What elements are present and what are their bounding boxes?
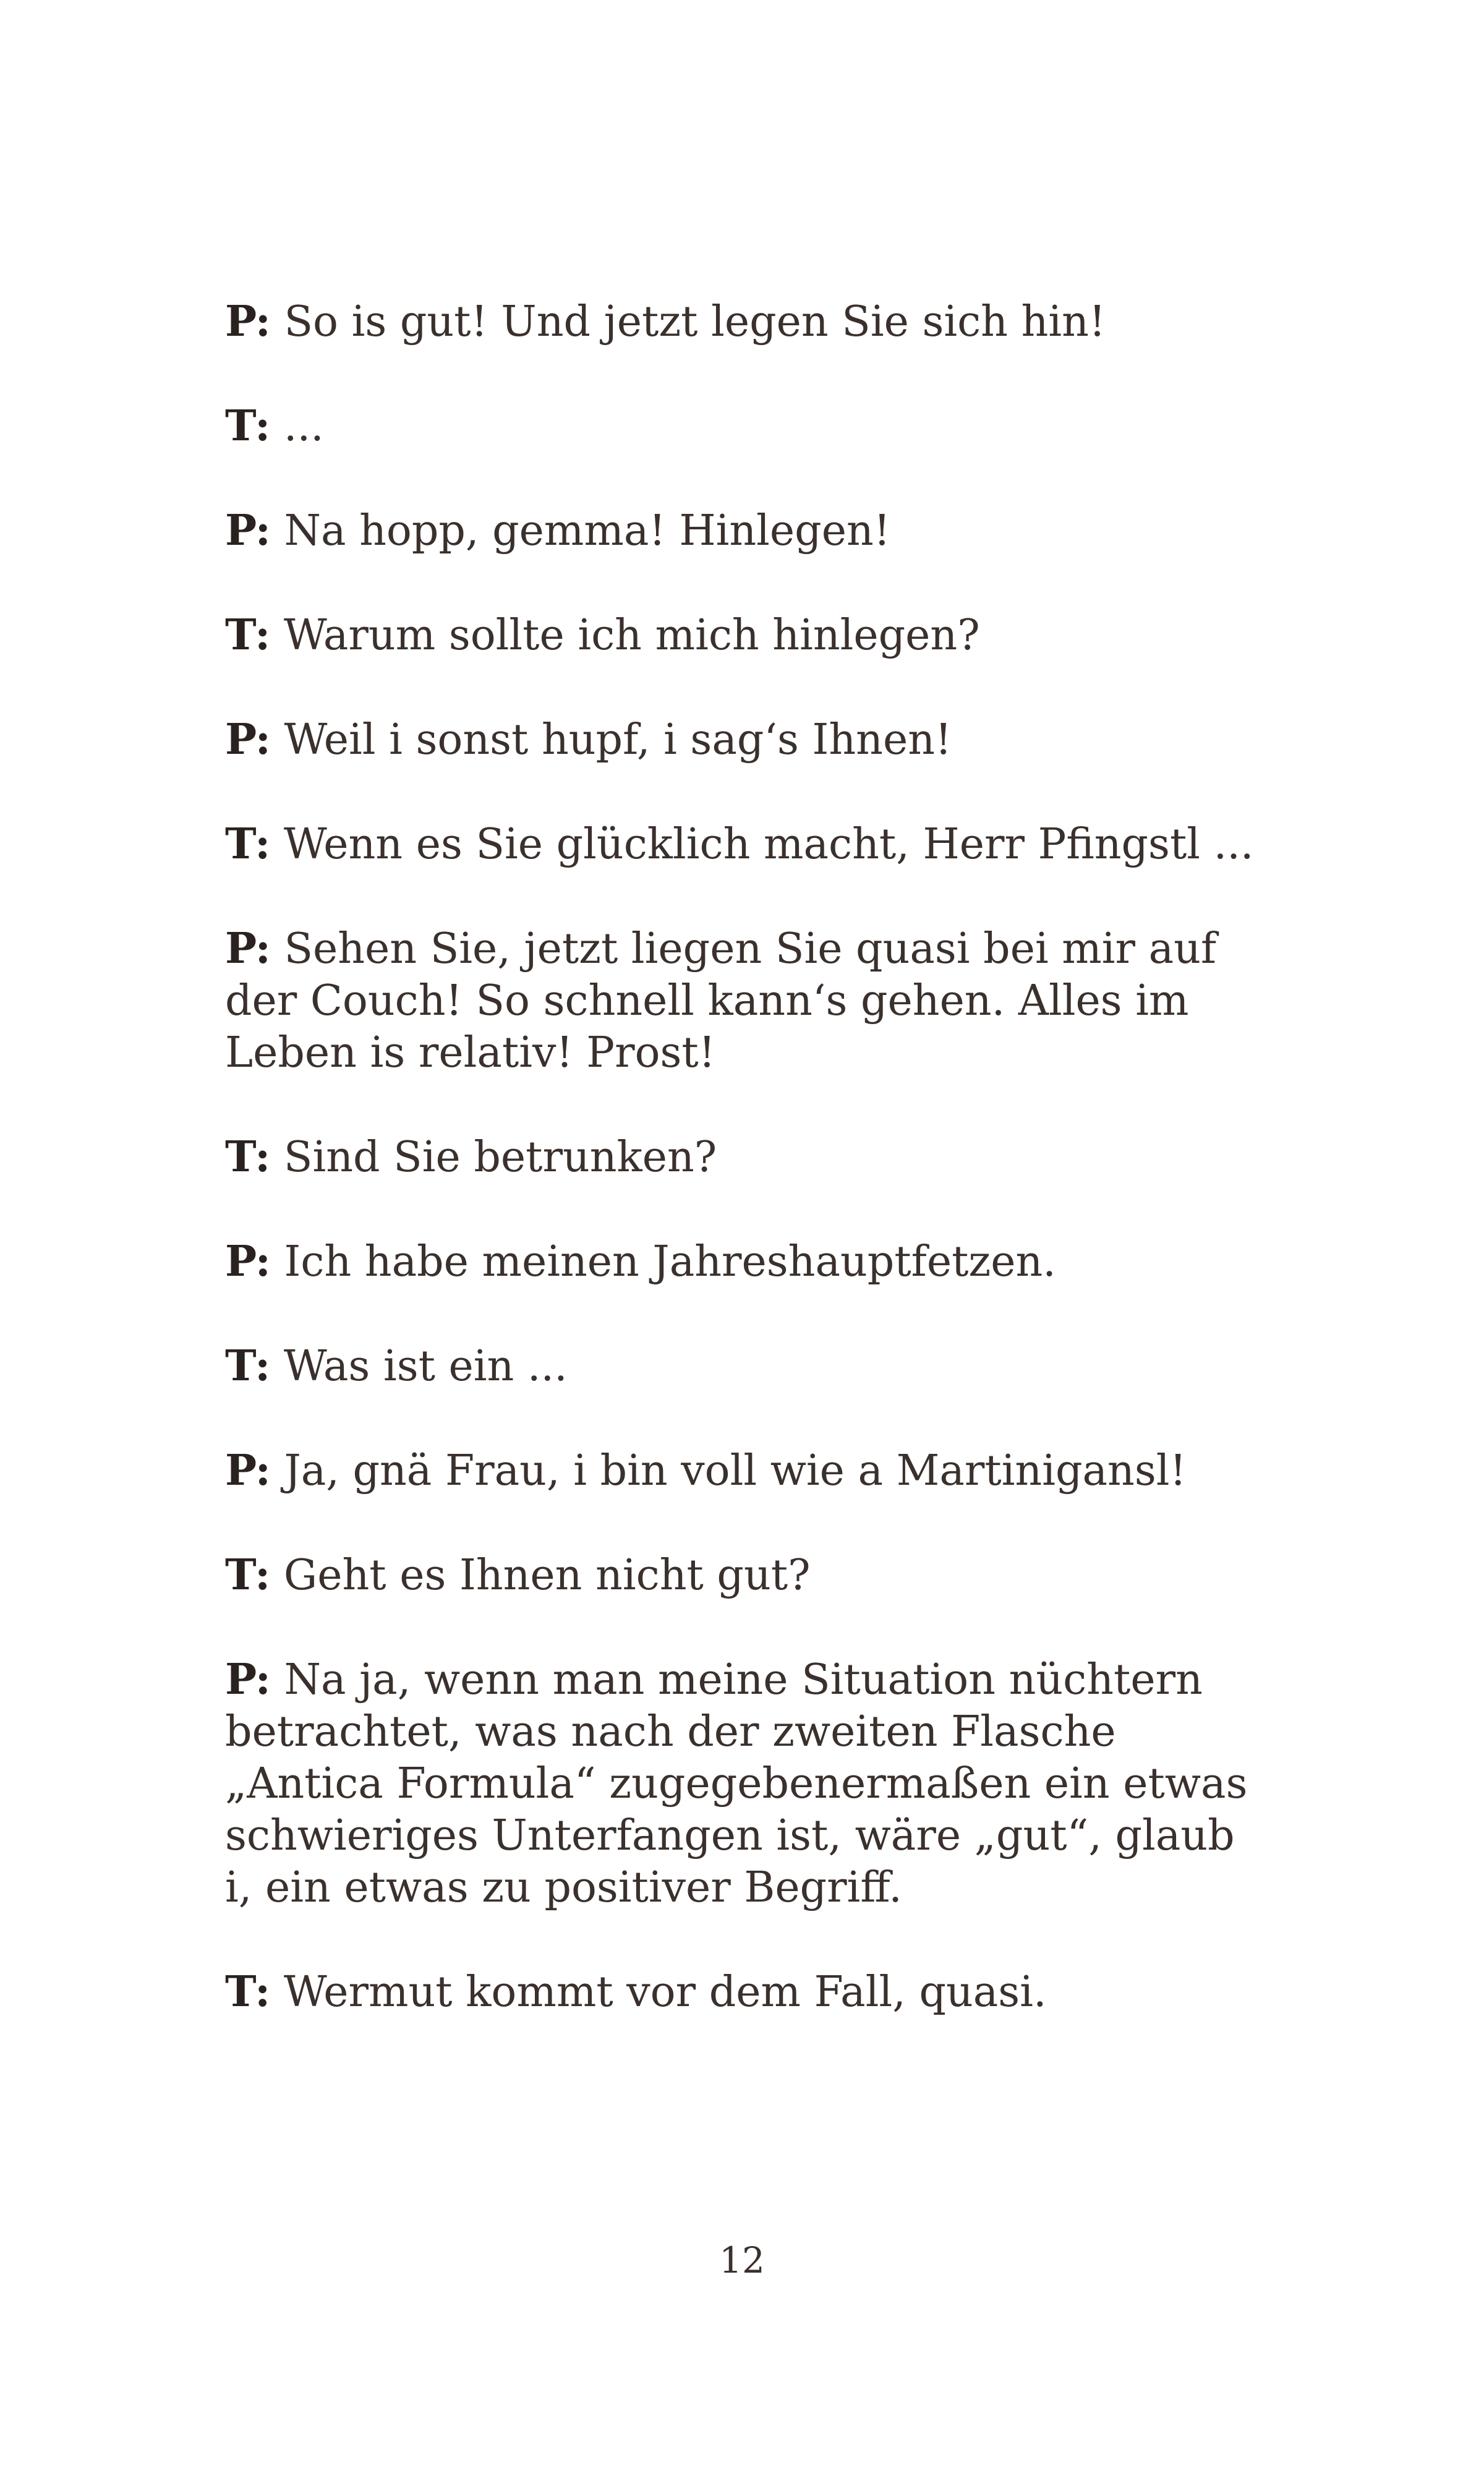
speaker-label: P: bbox=[225, 715, 271, 764]
dialogue-text: Ja, gnä Frau, i bin voll wie a Martinigansl! bbox=[284, 1446, 1187, 1495]
dialogue-text: Ich habe meinen Jahreshauptfetzen. bbox=[284, 1237, 1056, 1286]
speaker-label: P: bbox=[225, 297, 271, 346]
dialogue-text: So is gut! Und jetzt legen Sie sich hin! bbox=[284, 297, 1106, 346]
dialogue-line bbox=[225, 1654, 1264, 1914]
speaker-label: T: bbox=[225, 610, 271, 660]
speaker-label: T: bbox=[225, 401, 271, 451]
dialogue-text: ... bbox=[283, 402, 324, 451]
speaker-label: P: bbox=[225, 924, 271, 973]
speaker-label: T: bbox=[225, 819, 271, 869]
speaker-label: P: bbox=[225, 1446, 271, 1495]
dialogue-text: Geht es Ihnen nicht gut? bbox=[283, 1551, 811, 1600]
dialogue-text: Warum sollte ich mich hinlegen? bbox=[283, 611, 980, 660]
speaker-label: T: bbox=[225, 1967, 271, 2017]
dialogue-line bbox=[225, 923, 1264, 1079]
speaker-label: P: bbox=[225, 1237, 271, 1286]
dialogue-text: Sehen Sie, jetzt liegen Sie quasi bei mir auf der Couch! So schnell kann‘s gehen. Alles im Leben is relativ! Prost! bbox=[225, 925, 1217, 1077]
dialogue-line bbox=[225, 1966, 1264, 2018]
speaker-label: T: bbox=[225, 1341, 271, 1391]
dialogue-line bbox=[225, 1549, 1264, 1602]
dialogue-text: Weil i sonst hupf, i sag‘s Ihnen! bbox=[284, 715, 952, 764]
dialogue-line bbox=[225, 1131, 1264, 1184]
speaker-label: P: bbox=[225, 506, 271, 555]
dialogue-line bbox=[225, 1236, 1264, 1288]
dialogue-block bbox=[225, 296, 1264, 2070]
dialogue-line bbox=[225, 296, 1264, 348]
dialogue-text: Sind Sie betrunken? bbox=[283, 1133, 717, 1182]
speaker-label: T: bbox=[225, 1132, 271, 1182]
dialogue-line bbox=[225, 1340, 1264, 1393]
dialogue-text: Was ist ein ... bbox=[283, 1342, 568, 1391]
dialogue-line bbox=[225, 505, 1264, 557]
dialogue-line bbox=[225, 400, 1264, 453]
dialogue-line bbox=[225, 609, 1264, 662]
dialogue-line bbox=[225, 714, 1264, 766]
dialogue-text: Wenn es Sie glücklich macht, Herr Pfingstl ... bbox=[283, 820, 1254, 869]
dialogue-text: Wermut kommt vor dem Fall, quasi. bbox=[283, 1968, 1047, 2017]
dialogue-line bbox=[225, 1445, 1264, 1497]
page-number: 12 bbox=[719, 2239, 765, 2281]
dialogue-line bbox=[225, 818, 1264, 871]
speaker-label: P: bbox=[225, 1655, 271, 1704]
speaker-label: T: bbox=[225, 1550, 271, 1600]
dialogue-text: Na hopp, gemma! Hinlegen! bbox=[284, 506, 891, 555]
dialogue-text: Na ja, wenn man meine Situation nüchtern betrachtet, was nach der zweiten Flasche „Antica Formula“ zugegebenermaßen ein etwas schwieriges Unterfangen ist, wäre „gut“, glaub i, ein etwas zu positiver Begriff. bbox=[225, 1655, 1248, 1912]
